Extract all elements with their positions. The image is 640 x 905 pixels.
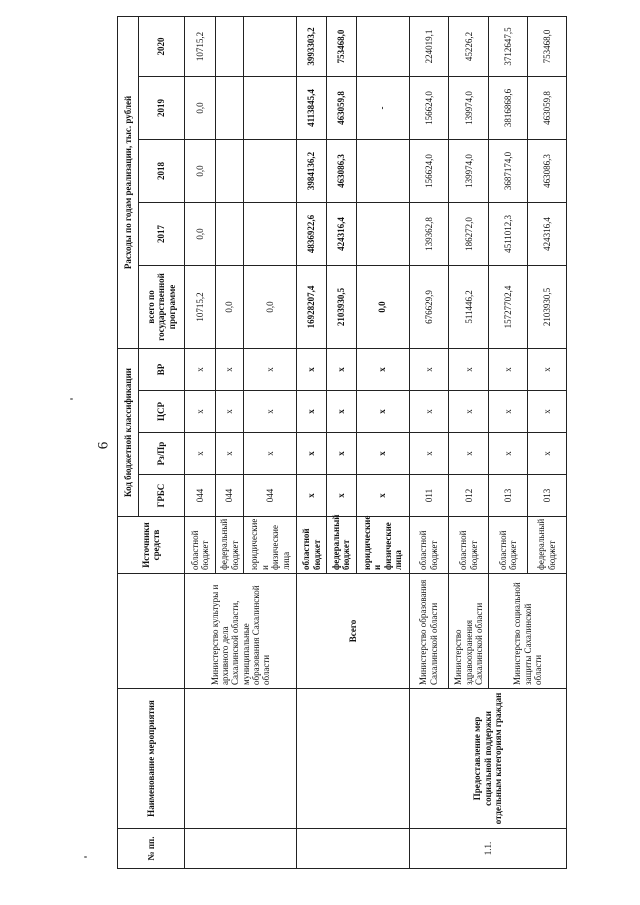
cell-grbs: 012	[448, 475, 489, 517]
cell-source: юридические и физические лица	[244, 517, 297, 574]
cell-vr: х	[356, 348, 409, 390]
expenses-group-header: Расходы по годам реализации, тыс. рублей	[118, 16, 139, 348]
cell-total-label: Всего	[297, 574, 409, 689]
cell-2018: 463086,3	[527, 139, 566, 202]
col-source-header: Источники средств	[118, 517, 185, 574]
cell-csr: х	[409, 391, 448, 433]
cell-executor-education: Министерство образования Сахалинской области	[409, 574, 448, 689]
cell-total: 2103930,5	[326, 265, 356, 348]
cell-csr: х	[527, 391, 566, 433]
cell-total: 2103930,5	[527, 265, 566, 348]
budget-table	[117, 16, 567, 869]
cell-measure-name: Предоставление мер социальной поддержки отдельным категориям граждан	[409, 689, 566, 829]
cell-2018: 139974,0	[448, 139, 489, 202]
cell-name-empty	[185, 689, 297, 829]
cell-rzpr: х	[326, 433, 356, 475]
cell-2020: 753468,0	[527, 16, 566, 76]
cell-rzpr: х	[409, 433, 448, 475]
cell-2019: 463059,8	[326, 76, 356, 139]
cell-2020: 10715,2	[185, 16, 216, 76]
cell-2018: 156624,0	[409, 139, 448, 202]
cell-num-empty	[297, 829, 409, 869]
cell-grbs: 044	[185, 475, 216, 517]
cell-rzpr: х	[527, 433, 566, 475]
cell-2020: 3712647,5	[489, 16, 527, 76]
cell-2020: 224019,1	[409, 16, 448, 76]
kbk-group-header: Код бюджетной классификации	[118, 348, 139, 516]
cell-vr: х	[297, 348, 327, 390]
cell-2017: 424316,4	[326, 202, 356, 265]
page-number: 6	[95, 441, 112, 450]
cell-csr: х	[215, 391, 243, 433]
cell-2017	[356, 202, 409, 265]
cell-total: 0,0	[215, 265, 243, 348]
cell-vr: х	[215, 348, 243, 390]
table-row	[409, 16, 448, 868]
cell-2018: 463086,3	[326, 139, 356, 202]
cell-2020: 3993303,2	[297, 16, 327, 76]
cell-grbs: 044	[215, 475, 243, 517]
cell-csr: х	[448, 391, 489, 433]
cell-2017: 186272,0	[448, 202, 489, 265]
cell-2017: 0,0	[185, 202, 216, 265]
cell-2019: 4113845,4	[297, 76, 327, 139]
cell-2020	[215, 16, 243, 76]
cell-rzpr: х	[244, 433, 297, 475]
cell-vr: х	[489, 348, 527, 390]
cell-2019: 0,0	[185, 76, 216, 139]
cell-measure-number: 1.1.	[409, 829, 566, 869]
col-2020-header: 2020	[139, 16, 185, 76]
cell-num-empty	[185, 829, 297, 869]
cell-csr: х	[297, 391, 327, 433]
cell-2017	[244, 202, 297, 265]
col-executor-header	[118, 574, 185, 689]
cell-rzpr: х	[448, 433, 489, 475]
header-row-top	[118, 16, 139, 868]
cell-source: областной бюджет	[448, 517, 489, 574]
cell-2017: 139362,8	[409, 202, 448, 265]
cell-name-empty	[297, 689, 409, 829]
cell-2017: 424316,4	[527, 202, 566, 265]
cell-total: 10715,2	[185, 265, 216, 348]
cell-source: областной бюджет	[185, 517, 216, 574]
cell-source: областной бюджет	[409, 517, 448, 574]
cell-rzpr: х	[297, 433, 327, 475]
cell-csr: х	[489, 391, 527, 433]
col-csr-header: ЦСР	[139, 391, 185, 433]
rotated-table-container	[117, 17, 567, 869]
cell-source: федеральный бюджет	[527, 517, 566, 574]
col-2018-header: 2018	[139, 139, 185, 202]
cell-rzpr: х	[185, 433, 216, 475]
cell-2018	[356, 139, 409, 202]
cell-executor-health: Министерство здравоохранения Сахалинской области	[448, 574, 489, 689]
col-name-header: Наименование мероприятия	[118, 689, 185, 829]
cell-2018: 3984136,2	[297, 139, 327, 202]
cell-total: 0,0	[356, 265, 409, 348]
cell-total: 16928207,4	[297, 265, 327, 348]
cell-grbs: 011	[409, 475, 448, 517]
cell-total: 0,0	[244, 265, 297, 348]
cell-total: 15727702,4	[489, 265, 527, 348]
cell-grbs: 013	[489, 475, 527, 517]
scan-speck	[70, 398, 73, 400]
table-row-total	[297, 16, 327, 868]
col-2017-header: 2017	[139, 202, 185, 265]
cell-2017: 4836922,6	[297, 202, 327, 265]
cell-2019: -	[356, 76, 409, 139]
cell-2019	[215, 76, 243, 139]
col-2019-header: 2019	[139, 76, 185, 139]
cell-rzpr: х	[215, 433, 243, 475]
cell-rzpr: х	[356, 433, 409, 475]
cell-2020	[244, 16, 297, 76]
cell-2019: 156624,0	[409, 76, 448, 139]
cell-grbs: х	[356, 475, 409, 517]
table-row	[185, 16, 216, 868]
cell-2018	[244, 139, 297, 202]
col-vr-header: ВР	[139, 348, 185, 390]
cell-vr: х	[527, 348, 566, 390]
cell-grbs: х	[297, 475, 327, 517]
col-num-header: № пп.	[118, 829, 185, 869]
cell-total: 676629,9	[409, 265, 448, 348]
cell-vr: х	[185, 348, 216, 390]
cell-source: юридические и физические лица	[356, 517, 409, 574]
cell-2018: 0,0	[185, 139, 216, 202]
cell-2019: 463059,8	[527, 76, 566, 139]
cell-vr: х	[326, 348, 356, 390]
cell-csr: х	[326, 391, 356, 433]
cell-source: областной бюджет	[489, 517, 527, 574]
cell-rzpr: х	[489, 433, 527, 475]
cell-grbs: х	[326, 475, 356, 517]
cell-total: 511446,2	[448, 265, 489, 348]
cell-2020: 45226,2	[448, 16, 489, 76]
cell-2018	[215, 139, 243, 202]
cell-2017: 4511012,3	[489, 202, 527, 265]
cell-2019: 139974,0	[448, 76, 489, 139]
cell-csr: х	[356, 391, 409, 433]
cell-2018: 3687174,0	[489, 139, 527, 202]
cell-2017	[215, 202, 243, 265]
cell-csr: х	[244, 391, 297, 433]
cell-source: федеральный бюджет	[326, 517, 356, 574]
cell-executor-social: Министерство социальной защиты Сахалинской области	[489, 574, 567, 689]
cell-2020: 753468,0	[326, 16, 356, 76]
scan-speck	[84, 856, 87, 858]
cell-grbs: 044	[244, 475, 297, 517]
cell-vr: х	[244, 348, 297, 390]
col-total-header: всего по государственной программе	[139, 265, 185, 348]
cell-2020	[356, 16, 409, 76]
cell-executor-culture: Министерство культуры и архивного дела Сахалинской области, муниципальные образования Сахалинской области	[185, 574, 297, 689]
cell-source: областной бюджет	[297, 517, 327, 574]
cell-vr: х	[448, 348, 489, 390]
cell-source: федеральный бюджет	[215, 517, 243, 574]
col-grbs-header: ГРБС	[139, 475, 185, 517]
cell-csr: х	[185, 391, 216, 433]
cell-2019: 3816868,6	[489, 76, 527, 139]
cell-2019	[244, 76, 297, 139]
cell-vr: х	[409, 348, 448, 390]
col-rzpr-header: Рз/Пр	[139, 433, 185, 475]
cell-grbs: 013	[527, 475, 566, 517]
